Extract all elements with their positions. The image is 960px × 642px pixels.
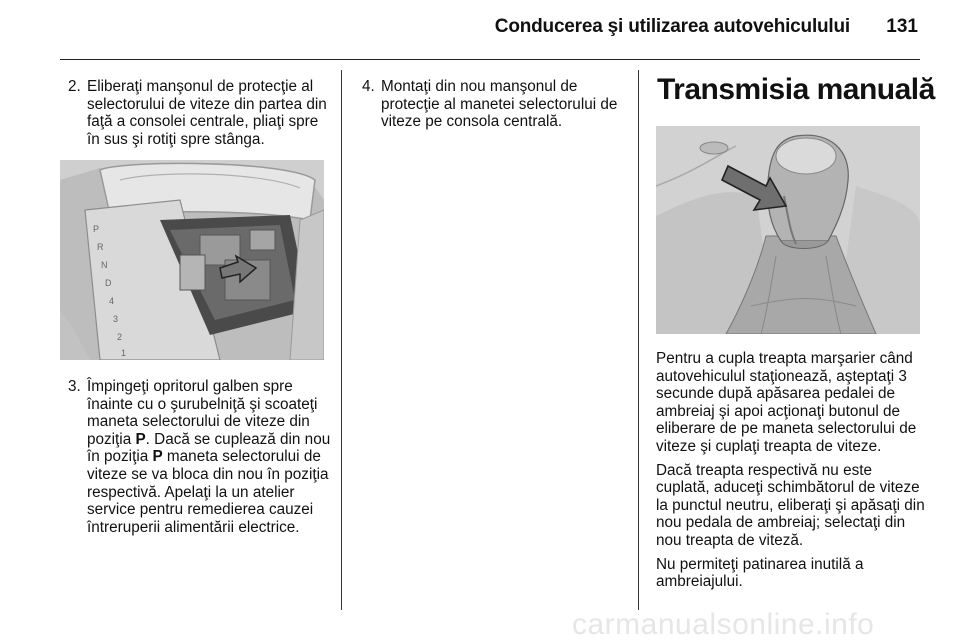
paragraph-clutch-slip: Nu permiteţi patinarea inutilă a ambreiajului. <box>656 555 864 591</box>
selector-letter-3: 3 <box>113 314 119 324</box>
left-column-step-2 <box>68 78 330 148</box>
selector-letter-d: D <box>105 278 112 288</box>
selector-letter-2: 2 <box>117 332 123 342</box>
column-divider-1 <box>341 70 342 610</box>
paragraph-reverse-gear: Pentru a cupla treapta marşarier când autovehiculul staţionează, aşteptaţi 3 secunde după apăsarea pedalei de ambreiaj şi apoi acţionaţi butonul de eliberare de pe maneta selectorului de viteze şi cuplaţi treapta de viteze. <box>656 350 917 455</box>
left-column-step-3 <box>68 378 336 536</box>
middle-column-step-4 <box>362 78 624 131</box>
step-number: 2. <box>68 78 81 95</box>
step-text: Eliberaţi manşonul de protecţie al selectorului de viteze din partea din faţă a consolei centrale, pliaţi spre în sus şi rotiţi spre stânga. <box>87 78 327 148</box>
position-p-bold: P <box>152 448 163 466</box>
paragraph-gear-not-engaged: Dacă treapta respectivă nu este cuplată, aduceţi schimbătorul de viteze la punctul neutru, eliberaţi şi apăsaţi din nou pedala de ambreiaj; selectaţi din nou treapta de viteză. <box>656 461 925 549</box>
right-column-text <box>656 350 926 597</box>
manual-gear-knob-illustration <box>656 126 920 334</box>
selector-letter-p: P <box>93 224 100 234</box>
step-number: 3. <box>68 378 81 395</box>
step-text-b: . Dacă se cuplează din nou în poziţia <box>87 430 331 466</box>
step-text-c: maneta selectorului de viteze se va bloca din nou în poziţia respectivă. Apelaţi la un atelier service pentru remedierea cauzei întreruperii alimentării electrice. <box>87 448 329 536</box>
chapter-title: Conducerea şi utilizarea autovehiculului <box>494 16 850 37</box>
section-heading: Transmisia manuală <box>657 73 935 106</box>
header-divider <box>60 59 920 60</box>
step-number: 4. <box>362 78 375 95</box>
selector-letter-4: 4 <box>109 296 115 306</box>
position-p-bold: P <box>135 430 146 448</box>
column-divider-2 <box>638 70 639 610</box>
selector-letter-1: 1 <box>121 348 127 358</box>
step-text-a: Împingeţi opritorul galben spre înainte cu o şurubelniţă şi scoateţi maneta selectorului de viteze din poziţia <box>87 378 318 448</box>
gear-selector-console-illustration <box>60 160 324 360</box>
step-text: Montaţi din nou manşonul de protecţie al manetei selectorului de viteze pe consola centrală. <box>381 78 618 131</box>
selector-letter-n: N <box>101 260 108 270</box>
selector-letter-r: R <box>97 242 104 252</box>
page-number: 131 <box>886 16 918 37</box>
watermark: carmanualsonline.info <box>572 608 875 641</box>
